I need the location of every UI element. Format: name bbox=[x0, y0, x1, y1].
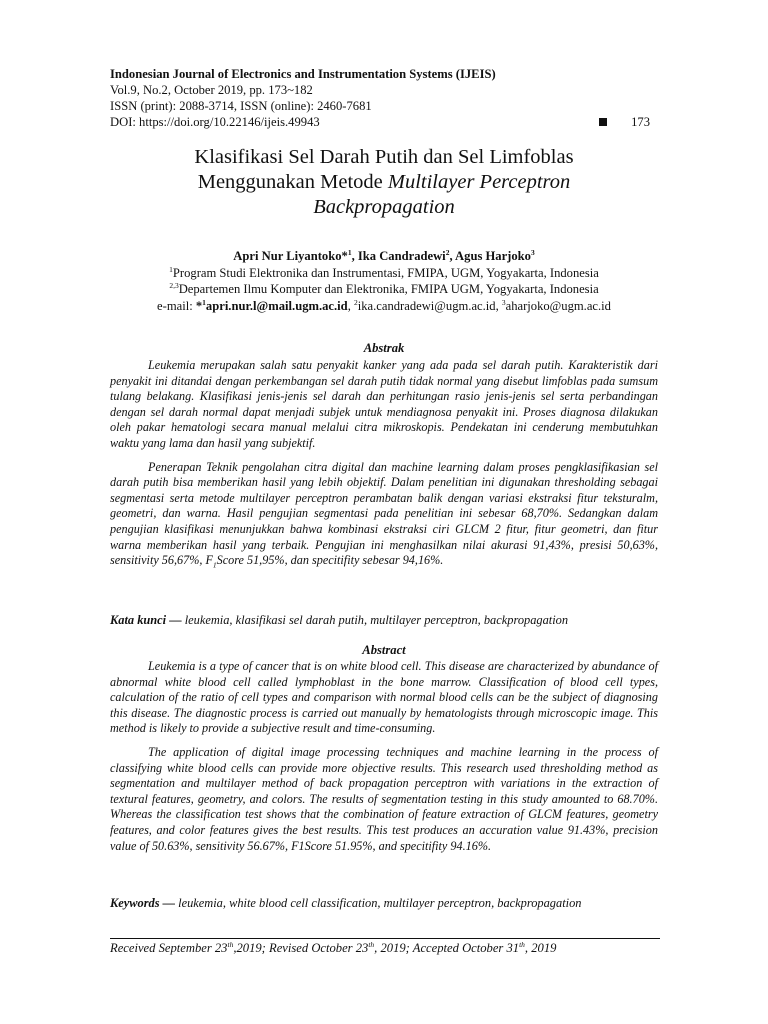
kata-kunci-label: Kata kunci — bbox=[110, 613, 182, 627]
keywords-label: Keywords — bbox=[110, 896, 176, 910]
kata-kunci bbox=[110, 612, 658, 628]
email-2-sup: 2 bbox=[353, 297, 358, 307]
author-sep-2: , bbox=[449, 249, 456, 263]
email-2[interactable]: ika.candradewi@ugm.ac.id bbox=[357, 298, 496, 313]
title-line-3 bbox=[100, 195, 668, 220]
authors-block bbox=[100, 248, 668, 314]
page-number-group bbox=[599, 114, 650, 130]
journal-name: Indonesian Journal of Electronics and Instrumentation Systems (IJEIS) bbox=[110, 67, 496, 81]
journal-header bbox=[110, 66, 650, 130]
title-line-3-italic: Backpropagation bbox=[313, 196, 455, 218]
footer-rule bbox=[110, 938, 660, 939]
email-label: e-mail: bbox=[157, 298, 196, 313]
abstract-paragraph-2: The application of digital image processing techniques and machine learning in the process of classifying white blood cells can provide more objective results. This research used thresholding method as segmentation and multilayer method of back propagation perceptron with variations in the extraction of textural features, geometry, and colors. The results of segmentation testing in this study amounted to 68.70%. Whereas the classification test shows that the combination of feature extraction of GLCM features, geometry features, and color features gives the best results. This test produces an accuration value 91.43%, precision value of 50.63%, sensitivity 56.67%, F1Score 51.95%, and specitifity 94.16%. bbox=[110, 744, 658, 853]
title-line-2-italic: Multilayer Perceptron bbox=[387, 171, 571, 193]
author-1-sup: 1 bbox=[347, 247, 352, 257]
square-bullet-icon bbox=[599, 118, 607, 126]
email-1[interactable]: apri.nur.l@mail.ugm.ac.id bbox=[205, 298, 348, 313]
affiliation-1-text: Program Studi Elektronika dan Instrumentasi, FMIPA, UGM, Yogyakarta, Indonesia bbox=[172, 265, 599, 280]
abstract-heading: Abstract bbox=[362, 643, 406, 657]
affiliation-2-sup: 2,3 bbox=[169, 280, 179, 290]
affiliation-1-sup: 1 bbox=[169, 264, 173, 274]
author-3: Agus Harjoko bbox=[455, 249, 531, 263]
email-1-star: * bbox=[195, 298, 203, 313]
received-sup: th bbox=[227, 939, 234, 949]
affiliation-1 bbox=[100, 265, 668, 282]
author-3-sup: 3 bbox=[530, 247, 535, 257]
abstrak-paragraph-2 bbox=[110, 460, 658, 569]
abstrak-p2-text-b: Score 51,95%, dan specitifity sebesar 94,16%. bbox=[216, 553, 444, 568]
revised-sup: th bbox=[368, 939, 375, 949]
email-3-sup: 3 bbox=[501, 297, 506, 307]
abstrak-body bbox=[110, 358, 658, 569]
title-line-2 bbox=[100, 170, 668, 195]
abstrak-p2-sub: 1 bbox=[212, 560, 217, 570]
abstrak-p2-text-a: Penerapan Teknik pengolahan citra digital dan machine learning dalam proses pengklasifikasian sel darah putih bisa memberikan hasil yang lebih objektif. Dalam penelitian ini digunakan thresholding sebagai segmentasi serta metode multilayer perceptron perambatan balik dengan variasi ekstraksi fitur teksturalm, geometri, dan warna. Hasil pengujian segmentasi pada penelitian ini sebesar 68,70%. Sedangkan dalam pengujian klasifikasi menunjukkan bahwa kombinasi ekstraksi ciri GLCM 2 fitur, fitur geometri, dan fitur warna memberikan hasil yang terbaik. Pengujian ini menghasilkan nilai akurasi 91,43%, presisi 50,63%, sensitivity 56,67%, F bbox=[110, 459, 658, 568]
accepted-date: , 2019; Accepted October 31 bbox=[374, 941, 520, 955]
abstrak-paragraph-1: Leukemia merupakan salah satu penyakit kanker yang ada pada sel darah putih. Karakteristik dari penyakit ini ditandai dengan perkembangan sel darah putih tidak normal yang disebut limfoblas pada sumsum tulang belakang. Klasifikasi jenis-jenis sel darah dan perhitungan rasio jenis-jenis sel serta perbandingan dengan sel darah normal dapat menjadi subjek untuk mendiagnosa penyakit ini. Proses diagnosa dilakukan oleh pakar hematologi secara manual melalui citra mikroskopis. Pendekatan ini cenderung membutuhkan waktu yang lama dan hasil yang subjektif. bbox=[110, 358, 658, 450]
author-sep-1: , bbox=[351, 249, 358, 263]
footer-year: , 2019 bbox=[524, 941, 557, 955]
kata-kunci-list: leukemia, klasifikasi sel darah putih, multilayer perceptron, backpropagation bbox=[181, 613, 569, 627]
email-3[interactable]: aharjoko@ugm.ac.id bbox=[505, 298, 611, 313]
paper-title bbox=[100, 145, 668, 220]
revised-date: ,2019; Revised October 23 bbox=[233, 941, 369, 955]
keywords-list: leukemia, white blood cell classification, multilayer perceptron, backpropagation bbox=[175, 896, 582, 910]
email-line bbox=[100, 298, 668, 315]
affiliation-2 bbox=[100, 281, 668, 298]
abstrak-heading: Abstrak bbox=[363, 341, 405, 355]
affiliation-2-text: Departemen Ilmu Komputer dan Elektronika, FMIPA UGM, Yogyakarta, Indonesia bbox=[178, 282, 599, 296]
title-line-1: Klasifikasi Sel Darah Putih dan Sel Limfoblas bbox=[194, 146, 574, 168]
received-date: Received September 23 bbox=[110, 941, 228, 955]
email-sep-1: , bbox=[347, 298, 354, 313]
email-1-sup: 1 bbox=[202, 297, 206, 307]
title-line-2-plain: Menggunakan Metode bbox=[197, 171, 388, 193]
issn-info: ISSN (print): 2088-3714, ISSN (online): 2460-7681 bbox=[110, 99, 372, 113]
footer-dates bbox=[110, 940, 660, 956]
author-2: Ika Candradewi bbox=[357, 249, 446, 263]
accepted-sup: th bbox=[519, 939, 525, 949]
author-2-sup: 2 bbox=[445, 247, 450, 257]
email-sep-2: , bbox=[495, 298, 502, 313]
author-list bbox=[100, 248, 668, 265]
keywords bbox=[110, 895, 658, 911]
author-1: Apri Nur Liyantoko* bbox=[233, 249, 348, 263]
volume-info: Vol.9, No.2, October 2019, pp. 173~182 bbox=[110, 83, 313, 97]
abstract-body bbox=[110, 659, 658, 854]
abstract-paragraph-1: Leukemia is a type of cancer that is on white blood cell. This disease are characterized by abundance of abnormal white blood cell called lymphoblast in the bone marrow. Classification of blood cell types, calculation of the ratio of cell types and comparison with normal blood cells can be the subject of diagnosing this disease. The diagnostic process is carried out manually by hematologists through microscopic image. This method is likely to provide a subjective result and time-consuming. bbox=[110, 659, 658, 736]
doi-line bbox=[110, 114, 650, 130]
doi-link[interactable]: DOI: https://doi.org/10.22146/ijeis.49943 bbox=[110, 115, 320, 129]
page-number: 173 bbox=[631, 115, 650, 129]
